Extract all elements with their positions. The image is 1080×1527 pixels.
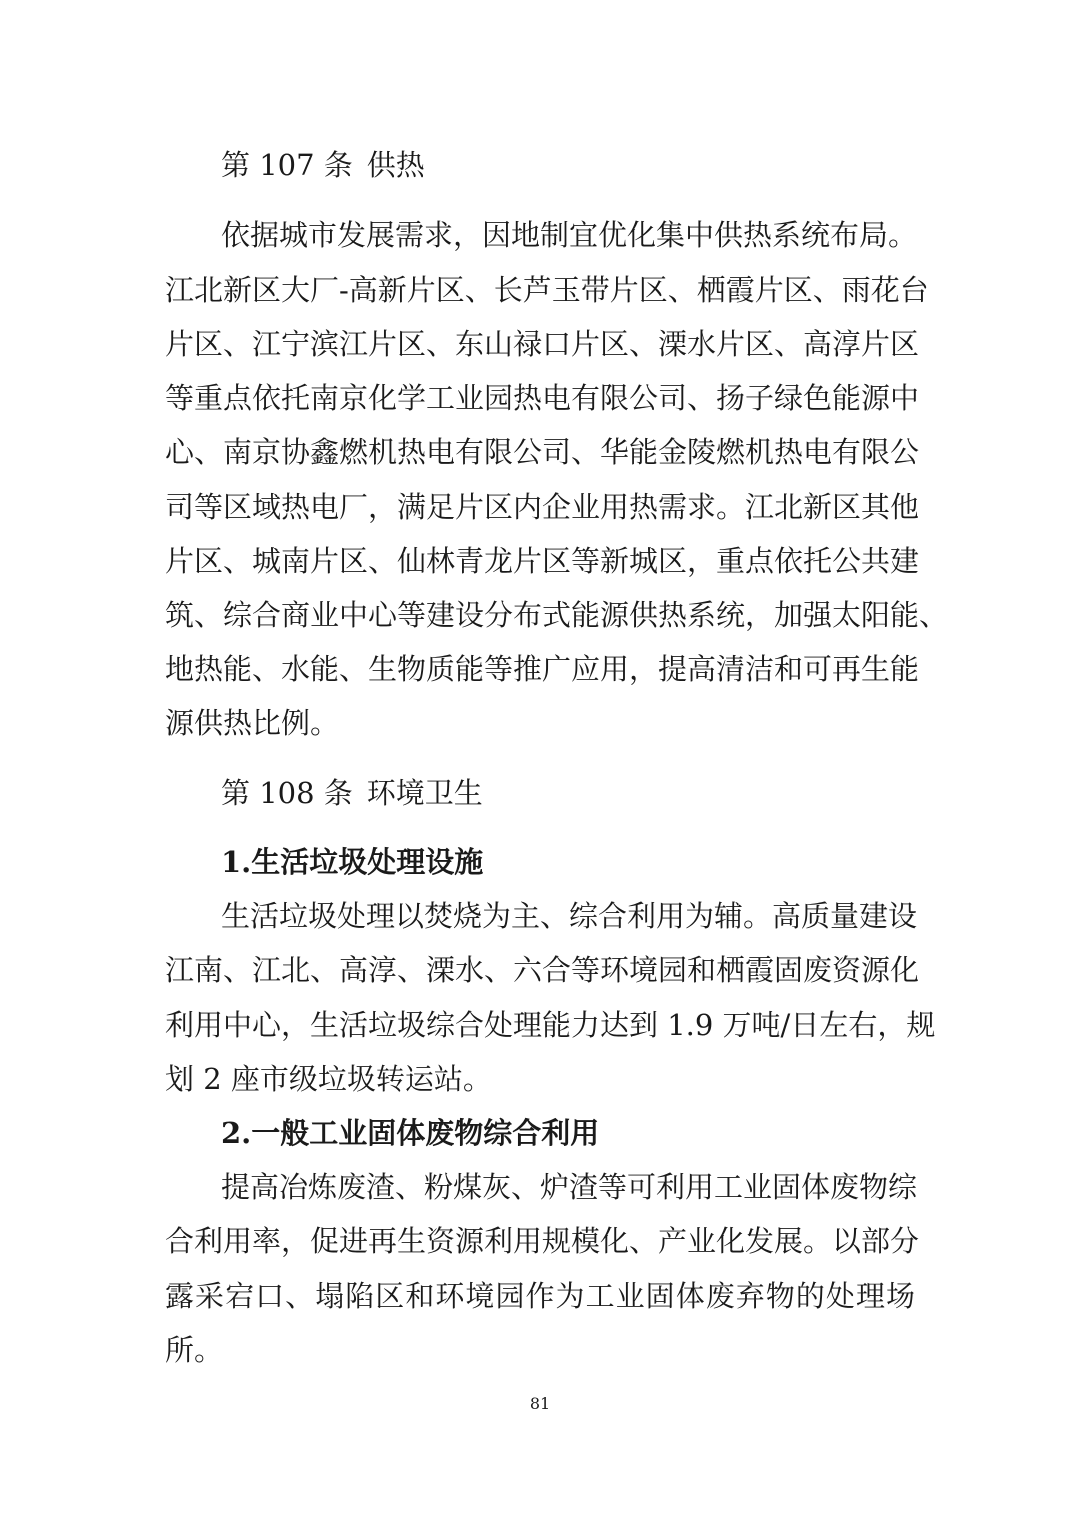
paragraph-line: 片区、城南片区、仙林青龙片区等新城区，重点依托公共建 (165, 544, 920, 578)
paragraph-line: 划 2 座市级垃圾转运站。 (165, 1062, 492, 1096)
paragraph-line: 合利用率，促进再生资源利用规模化、产业化发展。以部分 (165, 1224, 920, 1258)
paragraph-line: 心、南京协鑫燃机热电有限公司、华能金陵燃机热电有限公 (165, 435, 920, 469)
paragraph-line: 提高冶炼废渣、粉煤灰、炉渣等可利用工业固体废物综 (221, 1170, 918, 1204)
paragraph-line: 等重点依托南京化学工业园热电有限公司、扬子绿色能源中 (165, 381, 920, 415)
paragraph-line: 片区、江宁滨江片区、东山禄口片区、溧水片区、高淳片区 (165, 327, 920, 361)
article-heading-107 (221, 145, 425, 185)
page-number: 81 (529, 1394, 551, 1413)
paragraph-line: 地热能、水能、生物质能等推广应用，提高清洁和可再生能 (165, 652, 920, 686)
paragraph-line: 利用中心，生活垃圾综合处理能力达到 1.9 万吨/日左右，规 (165, 1008, 936, 1042)
paragraph-line: 露采宕口、塌陷区和环境园作为工业固体废弃物的处理场 (165, 1279, 915, 1313)
paragraph-line: 源供热比例。 (165, 706, 340, 740)
paragraph-line: 江南、江北、高淳、溧水、六合等环境园和栖霞固废资源化 (165, 953, 920, 987)
article-number: 第 107 条 (221, 148, 353, 182)
paragraph-line: 依据城市发展需求，因地制宜优化集中供热系统布局。 (221, 218, 918, 252)
article-title: 供热 (366, 148, 425, 182)
paragraph-line: 司等区域热电厂，满足片区内企业用热需求。江北新区其他 (165, 490, 920, 524)
paragraph-line: 生活垃圾处理以焚烧为主、综合利用为辅。高质量建设 (221, 899, 918, 933)
paragraph-line: 筑、综合商业中心等建设分布式能源供热系统，加强太阳能、 (165, 598, 949, 632)
subsection-title: 2.一般工业固体废物综合利用 (221, 1116, 600, 1150)
paragraph-line: 所。 (165, 1333, 224, 1367)
paragraph-line: 江北新区大厂-高新片区、长芦玉带片区、栖霞片区、雨花台 (165, 273, 929, 307)
article-title: 环境卫生 (366, 776, 483, 810)
article-number: 第 108 条 (221, 776, 353, 810)
article-heading-108 (221, 773, 483, 813)
subsection-title: 1.生活垃圾处理设施 (221, 845, 484, 879)
